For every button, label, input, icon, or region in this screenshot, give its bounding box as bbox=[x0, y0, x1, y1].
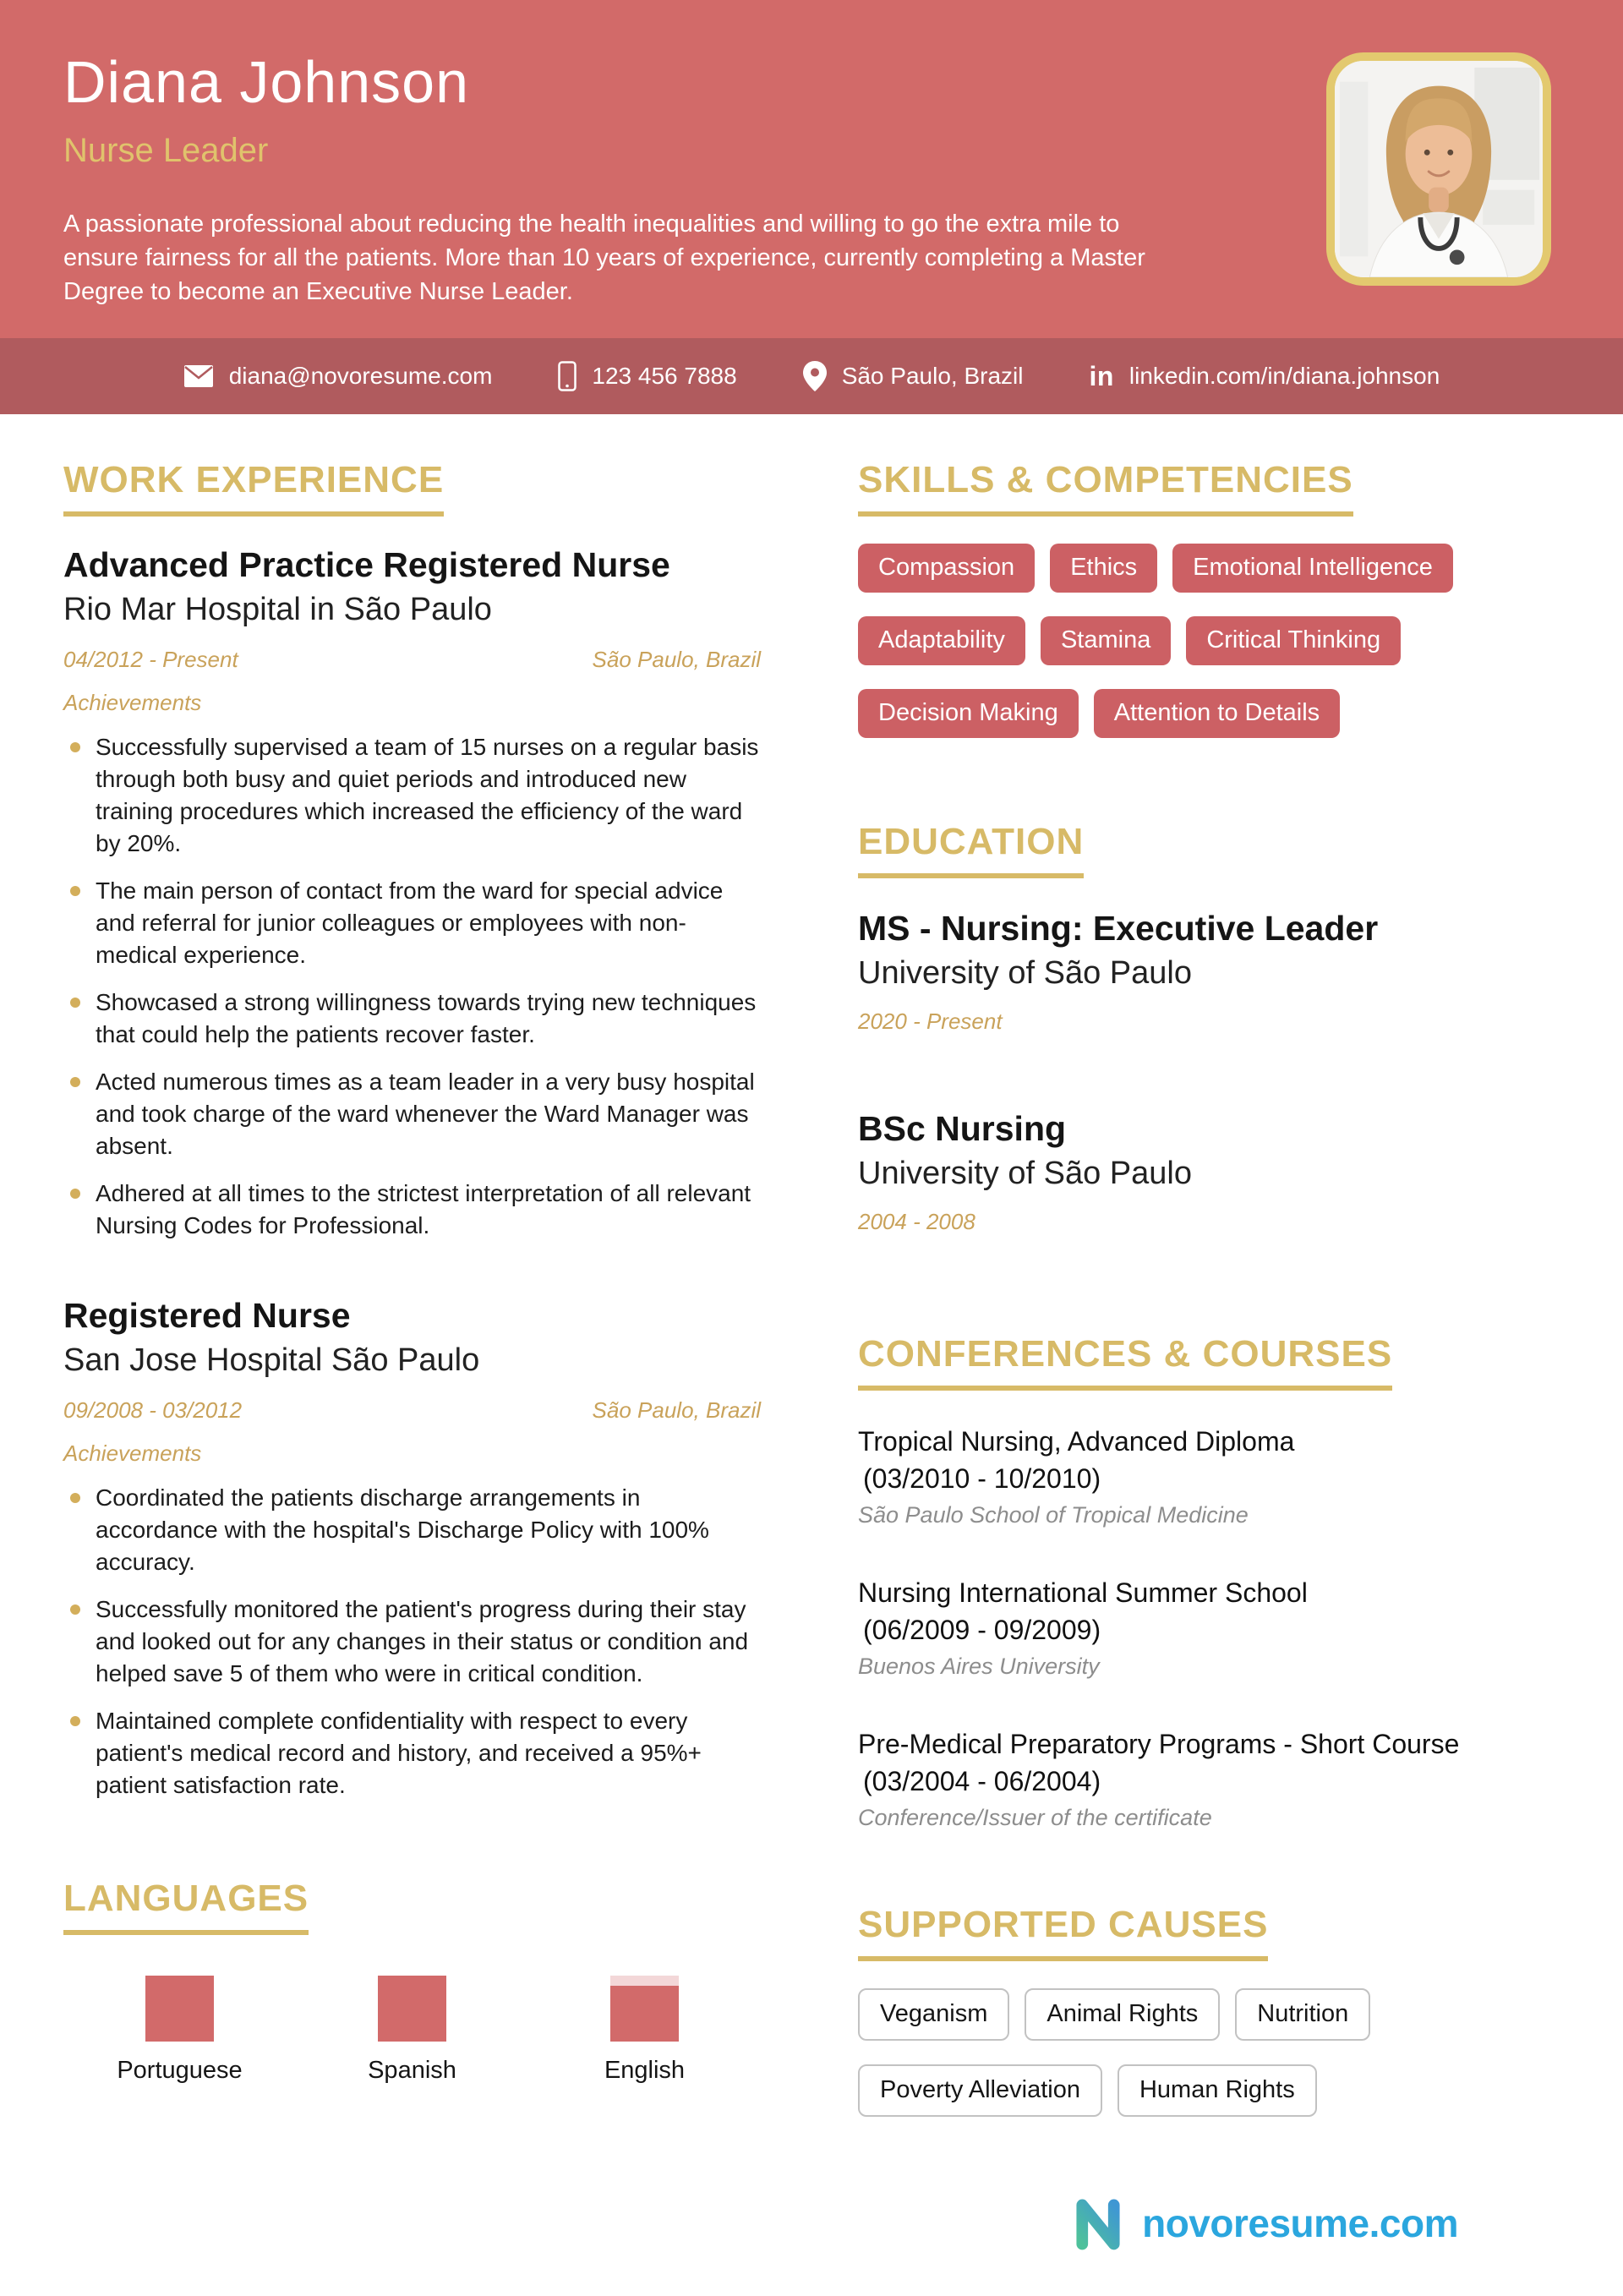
achievements-label: Achievements bbox=[63, 1440, 202, 1467]
profile-photo bbox=[1326, 52, 1551, 286]
skill-tag: Decision Making bbox=[858, 689, 1079, 738]
cause-tag: Nutrition bbox=[1235, 1988, 1370, 2041]
job-meta bbox=[63, 1397, 761, 1424]
cause-tag: Veganism bbox=[858, 1988, 1009, 2041]
education-dates: 2004 - 2008 bbox=[858, 1209, 975, 1235]
achievement-item: Successfully monitored the patient's progress during their stay and looked out for any changes in their status or condition and helped save 5 of them who were in critical condition. bbox=[63, 1594, 761, 1690]
skill-tag: Adaptability bbox=[858, 616, 1025, 665]
education-entry bbox=[858, 1109, 1577, 1235]
header bbox=[0, 0, 1623, 338]
language-item bbox=[63, 1976, 296, 2085]
contact-phone[interactable] bbox=[558, 361, 736, 391]
work-experience-heading: WORK EXPERIENCE bbox=[63, 461, 444, 517]
conference-title: Nursing International Summer School bbox=[858, 1577, 1308, 1609]
profile-summary: A passionate professional about reducing the health inequalities and willing to go the extra mile to ensure fairness for all the patients. More than 10 years of experience, currently completing a Master Degree to become an Executive Nurse Leader. bbox=[63, 210, 1145, 305]
phone-icon bbox=[558, 361, 577, 391]
right-column bbox=[858, 461, 1577, 2117]
achievement-item: The main person of contact from the ward for special advice and referral for junior colleagues or employees with non-medical experience. bbox=[63, 875, 761, 971]
education-entry bbox=[858, 909, 1577, 1035]
section-skills bbox=[858, 461, 1577, 738]
nurse-portrait-illustration bbox=[1335, 61, 1543, 277]
person-title: Nurse Leader bbox=[63, 132, 269, 169]
job-title: Registered Nurse bbox=[63, 1296, 351, 1336]
contact-linkedin[interactable] bbox=[1089, 363, 1440, 390]
section-languages bbox=[63, 1879, 761, 2085]
contact-linkedin-text: linkedin.com/in/diana.johnson bbox=[1128, 363, 1440, 389]
job-dates: 09/2008 - 03/2012 bbox=[63, 1397, 243, 1424]
footer-brand[interactable] bbox=[1068, 2193, 1458, 2254]
achievements-label: Achievements bbox=[63, 690, 202, 716]
skill-tag: Stamina bbox=[1041, 616, 1171, 665]
left-column bbox=[63, 461, 761, 2117]
job-dates: 04/2012 - Present bbox=[63, 647, 238, 673]
achievement-item: Maintained complete confidentiality with respect to every patient's medical record and history, and received a 95%+ patient satisfaction rate. bbox=[63, 1705, 761, 1801]
skills-heading: SKILLS & COMPETENCIES bbox=[858, 461, 1353, 517]
degree-title: BSc Nursing bbox=[858, 1109, 1067, 1149]
email-icon bbox=[183, 364, 214, 388]
job-company: Rio Mar Hospital in São Paulo bbox=[63, 592, 492, 628]
skill-tag: Attention to Details bbox=[1094, 689, 1340, 738]
conference-dates: (03/2004 - 06/2004) bbox=[863, 1766, 1101, 1797]
skill-tag: Compassion bbox=[858, 544, 1035, 593]
contact-location-text: São Paulo, Brazil bbox=[841, 363, 1024, 389]
skill-tag: Critical Thinking bbox=[1186, 616, 1401, 665]
contact-location[interactable] bbox=[803, 361, 1024, 391]
job-entry bbox=[63, 545, 761, 1242]
novoresume-logo-icon bbox=[1068, 2193, 1128, 2254]
achievement-list bbox=[63, 1482, 761, 1801]
conference-dates: (03/2010 - 10/2010) bbox=[863, 1463, 1101, 1495]
conference-issuer: São Paulo School of Tropical Medicine bbox=[858, 1502, 1249, 1528]
language-name: Portuguese bbox=[117, 2057, 243, 2085]
cause-tag: Poverty Alleviation bbox=[858, 2064, 1102, 2117]
language-level-bar bbox=[145, 1976, 214, 2042]
contact-bar bbox=[0, 338, 1623, 414]
school-name: University of São Paulo bbox=[858, 955, 1192, 992]
achievement-item: Successfully supervised a team of 15 nurses on a regular basis through both busy and quiet periods and introduced new training procedures which increased the efficiency of the ward by 20%. bbox=[63, 731, 761, 860]
achievement-item: Coordinated the patients discharge arrangements in accordance with the hospital's Discharge Policy with 100% accuracy. bbox=[63, 1482, 761, 1578]
section-work-experience bbox=[63, 461, 761, 1801]
language-level-bar bbox=[610, 1976, 679, 2042]
causes-list bbox=[858, 1988, 1577, 2117]
body bbox=[0, 414, 1623, 2117]
conference-entry bbox=[858, 1725, 1577, 1831]
conference-entry bbox=[858, 1423, 1577, 1528]
job-title: Advanced Practice Registered Nurse bbox=[63, 545, 670, 585]
location-pin-icon bbox=[803, 361, 827, 391]
job-meta bbox=[63, 647, 761, 673]
achievement-list bbox=[63, 731, 761, 1242]
conferences-heading: CONFERENCES & COURSES bbox=[858, 1335, 1392, 1391]
language-level-bar bbox=[378, 1976, 446, 2042]
language-name: Spanish bbox=[368, 2057, 456, 2085]
school-name: University of São Paulo bbox=[858, 1156, 1192, 1192]
cause-tag: Animal Rights bbox=[1025, 1988, 1220, 2041]
education-heading: EDUCATION bbox=[858, 823, 1084, 878]
language-list bbox=[63, 1976, 761, 2085]
job-location: São Paulo, Brazil bbox=[592, 647, 761, 673]
person-name: Diana Johnson bbox=[63, 49, 469, 115]
brand-name: novoresume.com bbox=[1142, 2201, 1458, 2245]
section-conferences bbox=[858, 1335, 1577, 1831]
conference-title: Pre-Medical Preparatory Programs - Short Course bbox=[858, 1729, 1460, 1760]
contact-phone-text: 123 456 7888 bbox=[592, 363, 737, 389]
section-education bbox=[858, 820, 1577, 1235]
language-name: English bbox=[604, 2057, 686, 2085]
degree-title: MS - Nursing: Executive Leader bbox=[858, 909, 1379, 948]
languages-heading: LANGUAGES bbox=[63, 1879, 309, 1935]
linkedin-icon: in bbox=[1089, 361, 1114, 391]
skills-list bbox=[858, 544, 1577, 738]
conference-entry bbox=[858, 1574, 1577, 1680]
job-location: São Paulo, Brazil bbox=[592, 1397, 761, 1424]
language-item bbox=[528, 1976, 761, 2085]
job-company: San Jose Hospital São Paulo bbox=[63, 1342, 480, 1379]
conference-title: Tropical Nursing, Advanced Diploma bbox=[858, 1426, 1295, 1457]
section-supported-causes bbox=[858, 1905, 1577, 2117]
skill-tag: Emotional Intelligence bbox=[1172, 544, 1453, 593]
contact-email[interactable] bbox=[183, 363, 493, 390]
conference-dates: (06/2009 - 09/2009) bbox=[863, 1615, 1101, 1646]
conference-issuer: Buenos Aires University bbox=[858, 1654, 1100, 1680]
skill-tag: Ethics bbox=[1050, 544, 1157, 593]
cause-tag: Human Rights bbox=[1118, 2064, 1317, 2117]
education-dates: 2020 - Present bbox=[858, 1009, 1003, 1035]
job-entry bbox=[63, 1296, 761, 1801]
achievement-item: Adhered at all times to the strictest interpretation of all relevant Nursing Codes for Professional. bbox=[63, 1178, 761, 1242]
contact-email-text: diana@novoresume.com bbox=[228, 363, 493, 389]
conference-issuer: Conference/Issuer of the certificate bbox=[858, 1805, 1212, 1831]
supported-causes-heading: SUPPORTED CAUSES bbox=[858, 1905, 1268, 1961]
language-item bbox=[296, 1976, 528, 2085]
achievement-item: Acted numerous times as a team leader in a very busy hospital and took charge of the ward whenever the Ward Manager was absent. bbox=[63, 1066, 761, 1162]
achievement-item: Showcased a strong willingness towards trying new techniques that could help the patients recover faster. bbox=[63, 987, 761, 1051]
